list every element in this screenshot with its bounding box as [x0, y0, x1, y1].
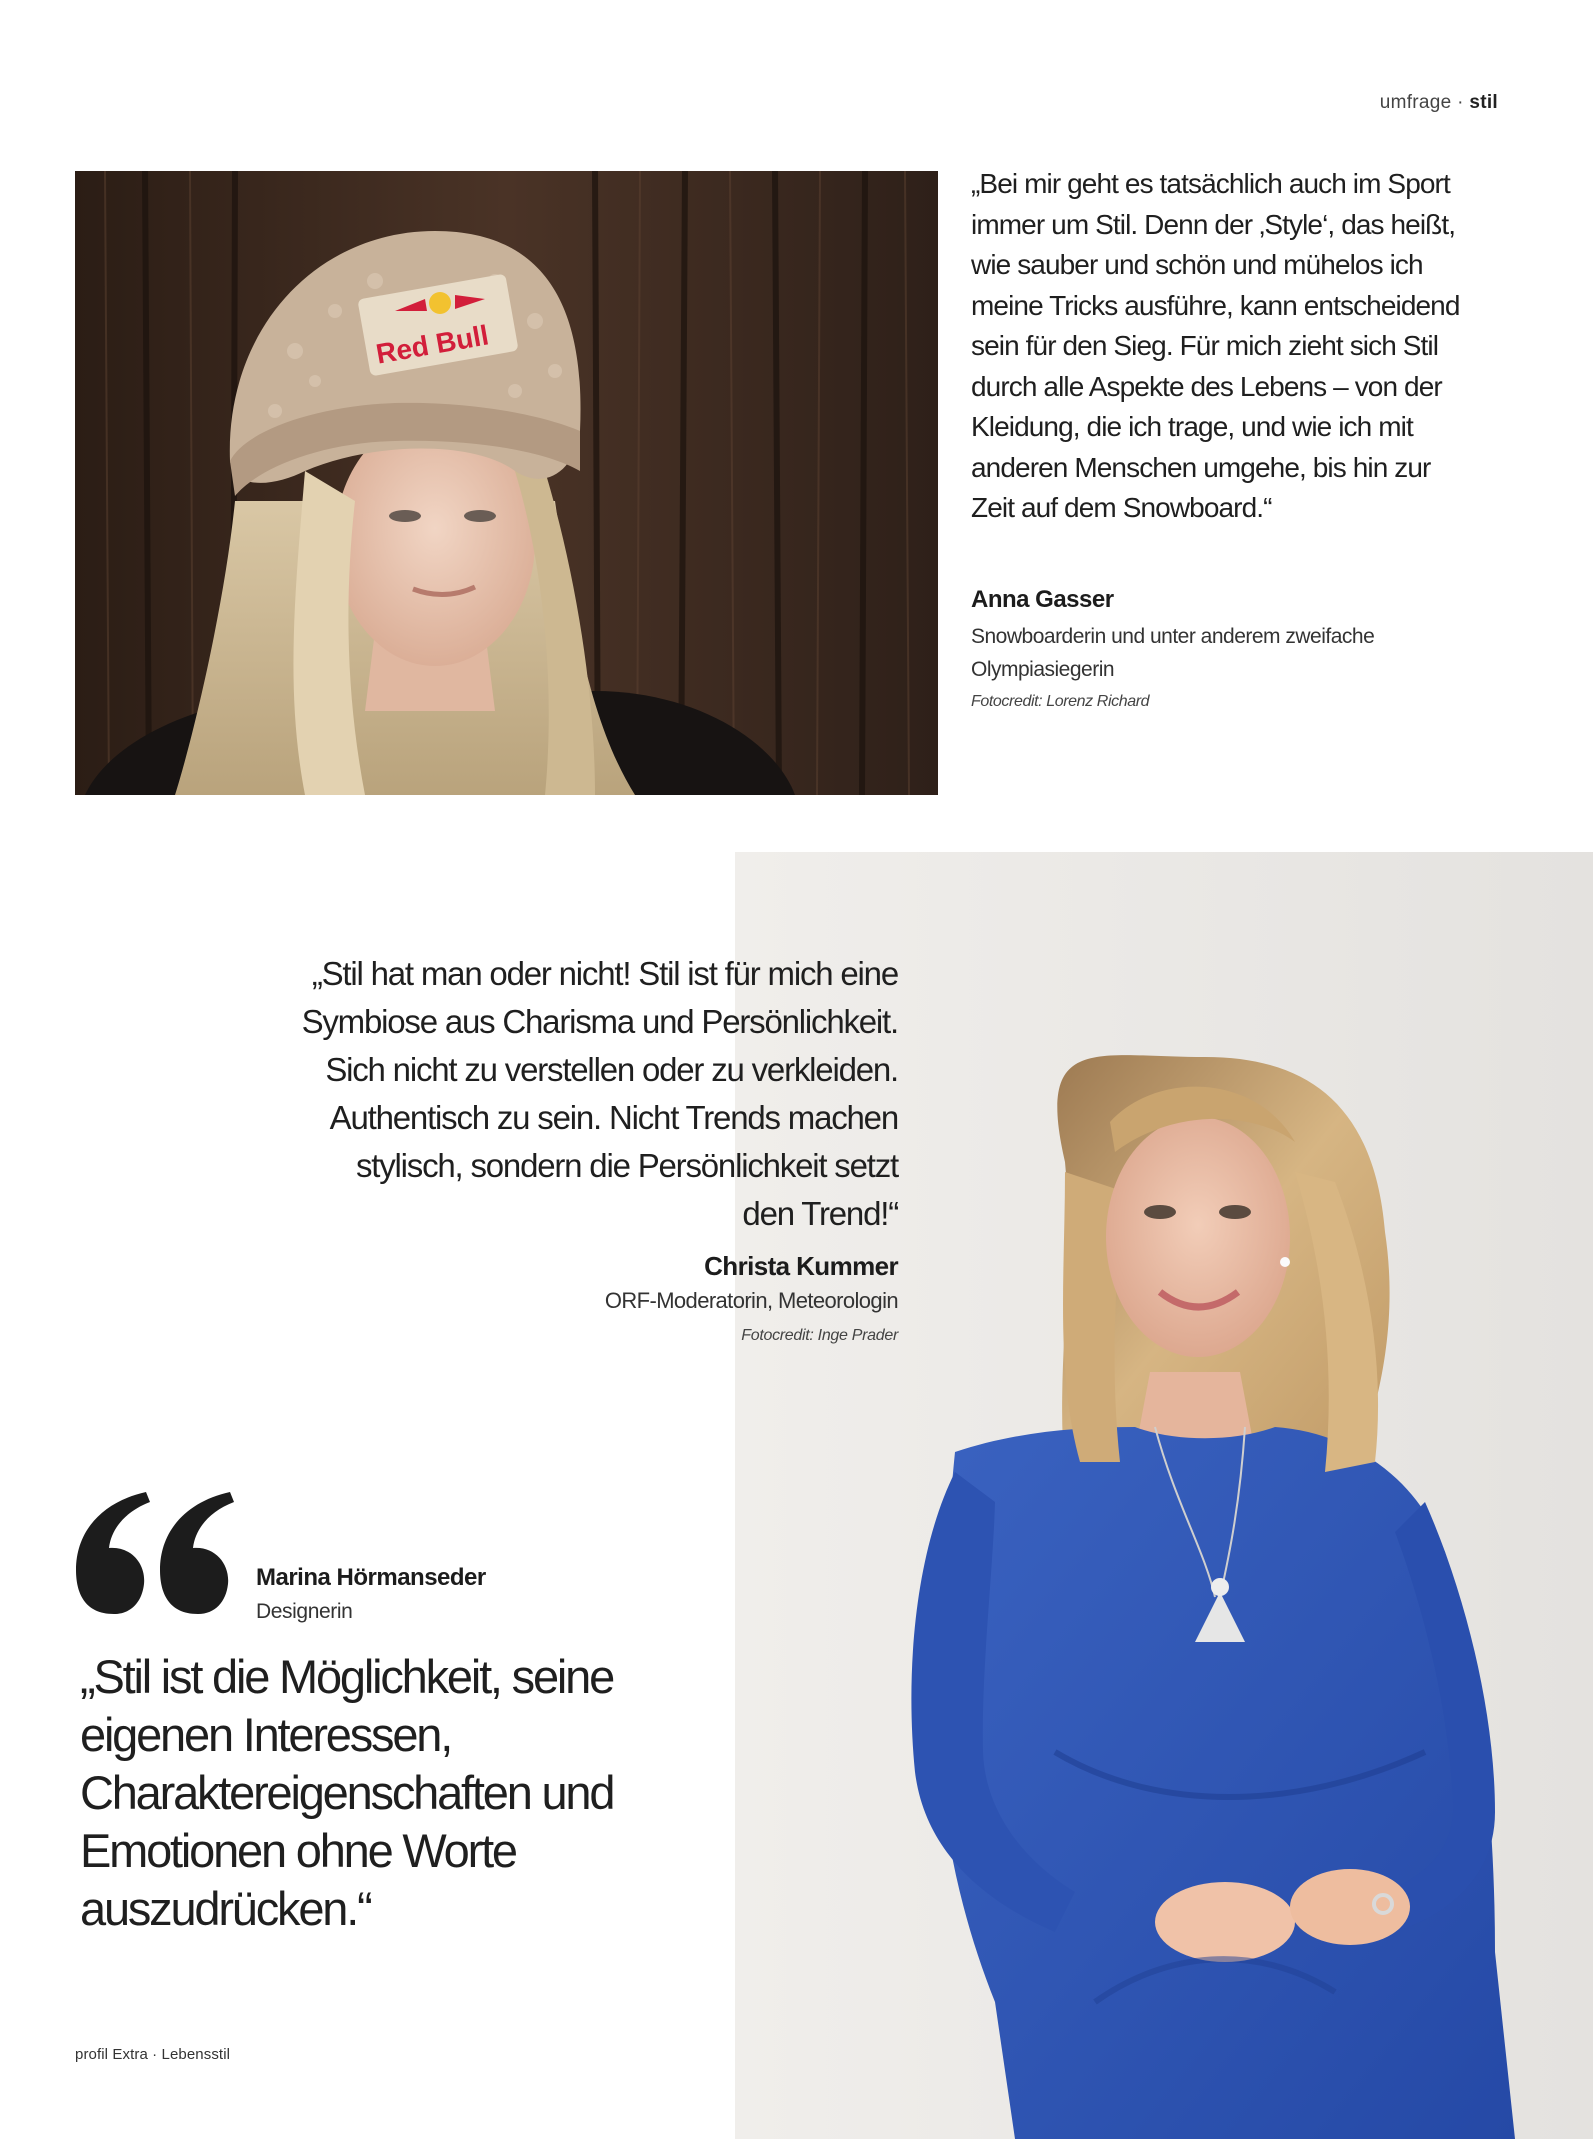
- anna-gasser-photo-credit: Fotocredit: Lorenz Richard: [971, 693, 1150, 710]
- christa-kummer-role: ORF-Moderatorin, Meteorologin: [604, 1288, 898, 1313]
- anna-gasser-role: Snowboarderin und unter anderem zweifache Olympiasiegerin: [971, 625, 1375, 681]
- anna-gasser-photo: [75, 171, 938, 795]
- header-separator: ·: [1451, 92, 1470, 113]
- anna-gasser-quote: „Bei mir geht es tatsächlich auch im Sport immer um Stil. Denn der ‚Style‘, das heißt, wie sauber und schön und mühelos ich meine Tricks ausführe, kann entscheidend sein für den Sieg. Für mich zieht sich Stil durch alle Aspekte des Lebens – von der Kleidung, die ich trage, und wie ich mit anderen Menschen umgehe, bis hin zur Zeit auf dem Snowboard.“: [971, 168, 1460, 523]
- marina-hoermanseder-quote: „Stil ist die Möglichkeit, seine eigenen Interessen, Charaktereigenschaften und Emotionen ohne Worte auszudrücken.“: [80, 1650, 614, 1935]
- marina-hoermanseder-role: Designerin: [256, 1600, 353, 1623]
- christa-kummer-photo-credit: Fotocredit: Inge Prader: [741, 1327, 898, 1344]
- red-bull-logo-text: Red Bull: [373, 319, 491, 370]
- christa-kummer-quote: „Stil hat man oder nicht! Stil ist für mich eine Symbiose aus Charisma und Persönlichkeit. Sich nicht zu verstellen oder zu verkleiden. Authentisch zu sein. Nicht Trends machen stylisch, sondern die Persönlichkeit setzt den Trend!“: [301, 955, 898, 1232]
- marina-hoermanseder-name: Marina Hörmanseder: [256, 1564, 486, 1591]
- page-header: [1380, 92, 1498, 114]
- anna-gasser-name: Anna Gasser: [971, 586, 1114, 613]
- header-section: umfrage: [1379, 92, 1452, 113]
- quotation-mark-icon: [76, 1492, 236, 1614]
- page-footer: profil Extra · Lebensstil: [75, 2046, 231, 2063]
- header-topic: stil: [1469, 92, 1498, 113]
- christa-kummer-name: Christa Kummer: [704, 1251, 898, 1281]
